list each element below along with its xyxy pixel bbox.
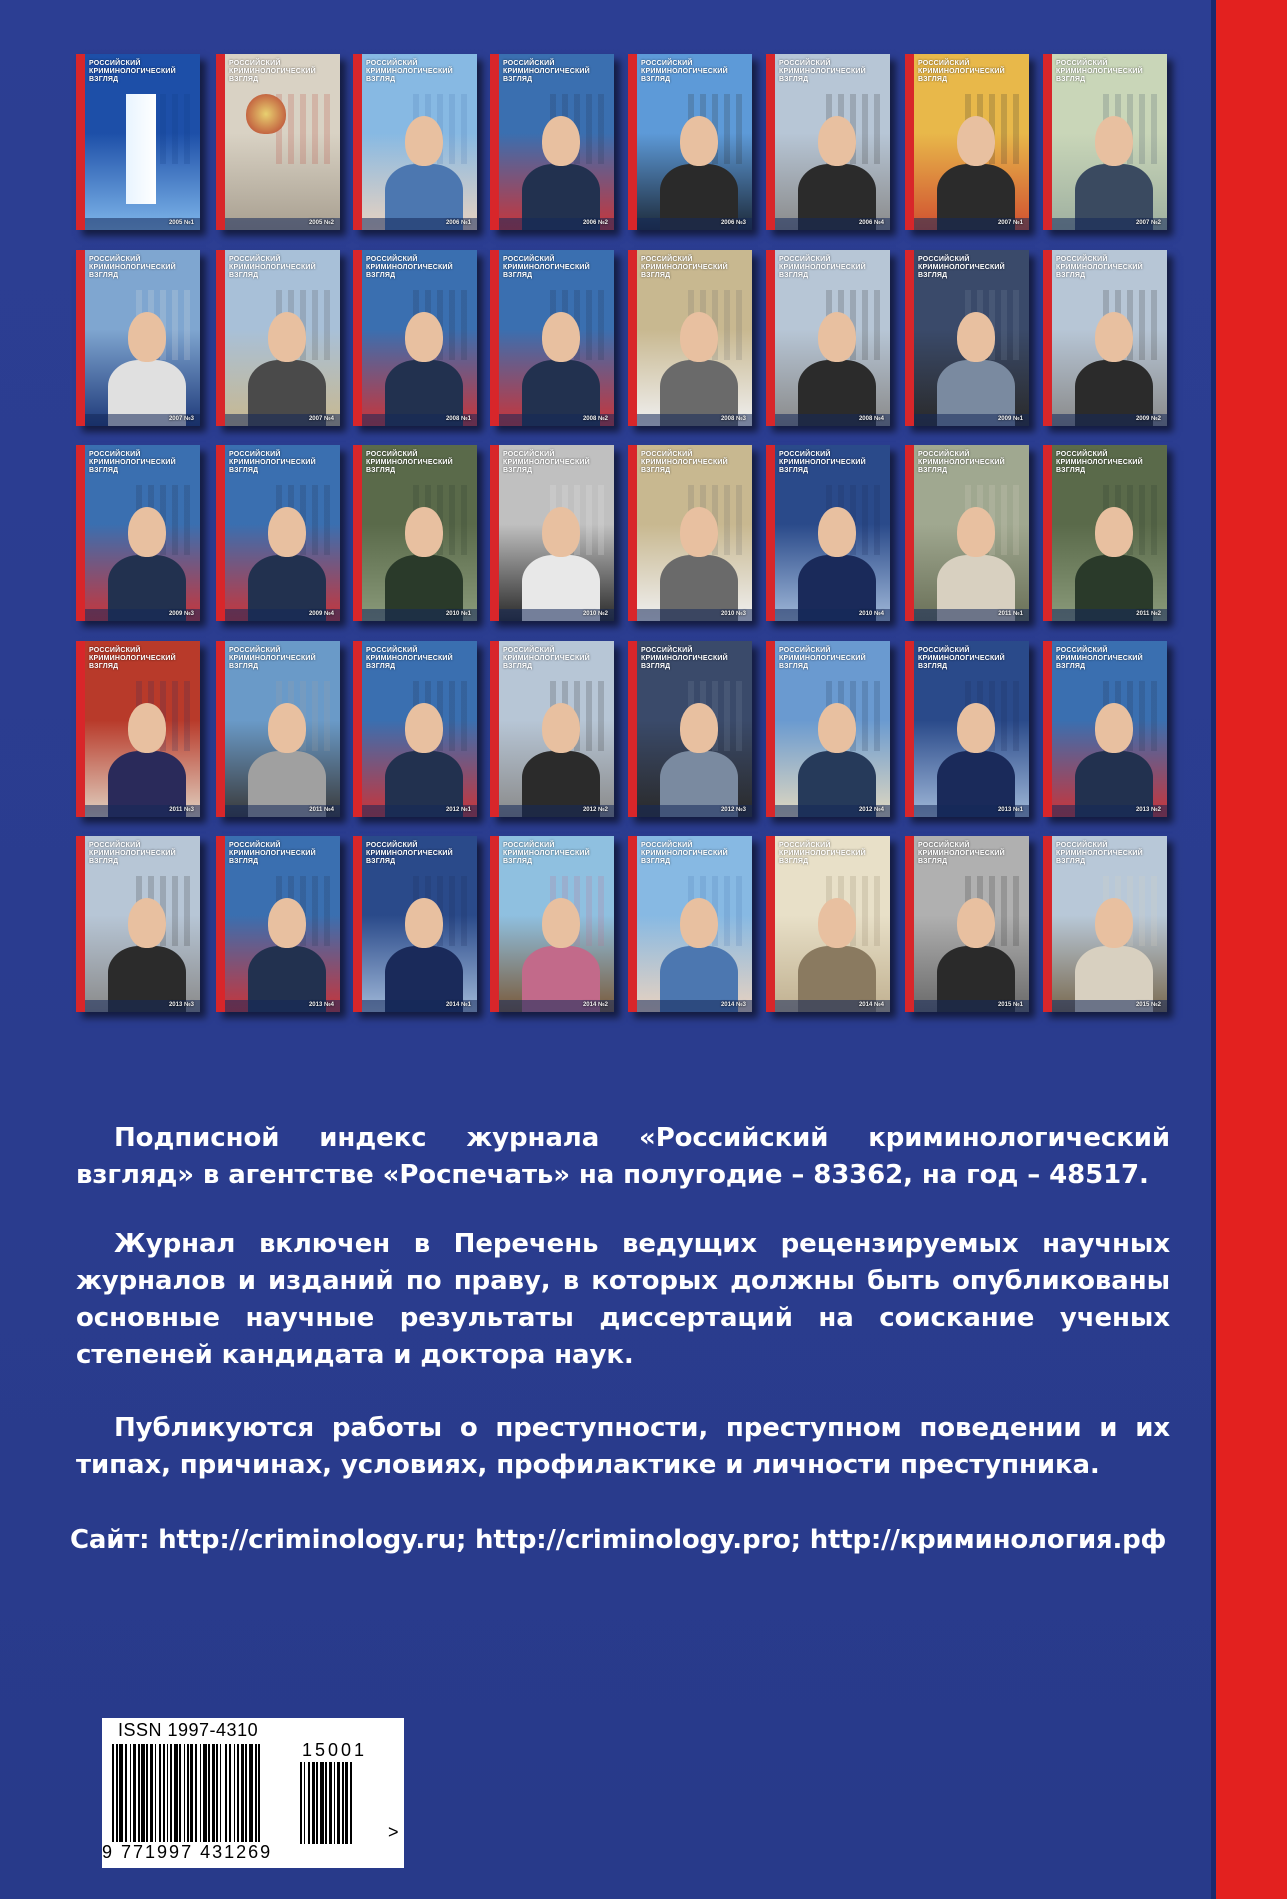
journal-cover [353,445,477,621]
journal-cover [905,836,1029,1012]
barcode-bar [190,1744,193,1842]
barcode-bar [255,1744,257,1842]
barcode-bar [234,1744,235,1842]
barcode-bar [308,1762,310,1844]
barcode-bar [146,1744,148,1842]
cover-issue: 2006 №3 [720,220,746,226]
cover-issue: 2014 №4 [858,1002,884,1008]
cover-issue: 2005 №2 [308,220,334,226]
cover-issue: 2012 №1 [445,807,471,813]
journal-cover [490,836,614,1012]
cover-title: РОССИЙСКИЙ КРИМИНОЛОГИЧЕСКИЙ ВЗГЛЯД [229,256,316,279]
cover-red-spine [1043,641,1052,817]
cover-red-spine [76,836,85,1012]
cover-title: РОССИЙСКИЙ КРИМИНОЛОГИЧЕСКИЙ ВЗГЛЯД [503,60,590,83]
cover-title: РОССИЙСКИЙ КРИМИНОЛОГИЧЕСКИЙ ВЗГЛЯД [229,451,316,474]
cover-red-spine [1043,250,1052,426]
portrait-face [1095,116,1133,166]
journal-cover [628,250,752,426]
cover-red-spine [76,641,85,817]
journal-cover [628,54,752,230]
barcode-bar [229,1744,231,1842]
cover-title: РОССИЙСКИЙ КРИМИНОЛОГИЧЕСКИЙ ВЗГЛЯД [366,842,453,865]
journal-cover [1043,641,1167,817]
journal-cover [353,641,477,817]
barcode-bar [187,1744,189,1842]
cover-issue: 2008 №2 [582,416,608,422]
cover-red-spine [766,54,775,230]
portrait-face [268,312,306,362]
portrait-face [542,312,580,362]
cover-issue: 2013 №4 [308,1002,334,1008]
barcode-arrow: > [388,1822,399,1842]
journal-cover [490,445,614,621]
journal-cover [1043,250,1167,426]
cover-title: РОССИЙСКИЙ КРИМИНОЛОГИЧЕСКИЙ ВЗГЛЯД [503,647,590,670]
cover-red-spine [766,445,775,621]
journal-cover [353,54,477,230]
portrait-face [268,507,306,557]
portrait-face [542,898,580,948]
cover-title: РОССИЙСКИЙ КРИМИНОЛОГИЧЕСКИЙ ВЗГЛЯД [779,60,866,83]
journal-cover [766,641,890,817]
cover-red-spine [353,250,362,426]
portrait-face [128,312,166,362]
cover-issue: 2011 №2 [1136,611,1161,617]
portrait-face [128,703,166,753]
barcode-bar [220,1744,221,1842]
portrait-face [957,116,995,166]
portrait-face [957,703,995,753]
barcode-bar [203,1744,207,1842]
cover-red-spine [353,641,362,817]
cover-title: РОССИЙСКИЙ КРИМИНОЛОГИЧЕСКИЙ ВЗГЛЯД [641,60,728,83]
portrait-face [957,898,995,948]
cover-red-spine [353,836,362,1012]
barcode-bar [329,1762,332,1844]
journal-cover [490,54,614,230]
cover-red-spine [76,445,85,621]
barcode-bar [325,1762,327,1844]
journal-cover [766,445,890,621]
cover-title: РОССИЙСКИЙ КРИМИНОЛОГИЧЕСКИЙ ВЗГЛЯД [366,647,453,670]
cover-red-spine [628,54,637,230]
cover-issue: 2010 №4 [858,611,884,617]
cover-title: РОССИЙСКИЙ КРИМИНОЛОГИЧЕСКИЙ ВЗГЛЯД [89,60,176,83]
cover-red-spine [1043,54,1052,230]
cover-issue: 2012 №4 [858,807,884,813]
portrait-face [957,312,995,362]
cover-red-spine [216,445,225,621]
barcode-bar [141,1744,145,1842]
cover-title: РОССИЙСКИЙ КРИМИНОЛОГИЧЕСКИЙ ВЗГЛЯД [1056,451,1143,474]
cover-issue: 2007 №2 [1135,220,1161,226]
cover-red-spine [766,250,775,426]
cover-title: РОССИЙСКИЙ КРИМИНОЛОГИЧЕСКИЙ ВЗГЛЯД [779,451,866,474]
cover-red-spine [490,54,499,230]
portrait-face [818,898,856,948]
cover-issue: 2008 №1 [445,416,471,422]
cover-red-spine [1043,445,1052,621]
portrait-face [1095,507,1133,557]
cover-issue: 2009 №3 [168,611,194,617]
journal-cover [766,54,890,230]
cover-title: РОССИЙСКИЙ КРИМИНОЛОГИЧЕСКИЙ ВЗГЛЯД [641,647,728,670]
barcode-bar [320,1762,324,1844]
portrait-face [405,312,443,362]
red-spine [1216,0,1287,1899]
subscription-paragraph: Подписной индекс журнала «Российский криминологический взгляд» в агентстве «Роспечать» на полугодие – 83362, на год – 48517. [76,1123,1170,1190]
cover-title: РОССИЙСКИЙ КРИМИНОЛОГИЧЕСКИЙ ВЗГЛЯД [89,647,176,670]
barcode-bar [337,1762,340,1844]
journal-cover [628,836,752,1012]
cover-red-spine [76,250,85,426]
cover-red-spine [216,250,225,426]
journal-cover [216,54,340,230]
cover-title: РОССИЙСКИЙ КРИМИНОЛОГИЧЕСКИЙ ВЗГЛЯД [918,60,1005,83]
journal-cover [628,445,752,621]
cover-issue: 2015 №2 [1135,1002,1161,1008]
barcode-bar [138,1744,140,1842]
cover-title: РОССИЙСКИЙ КРИМИНОЛОГИЧЕСКИЙ ВЗГЛЯД [366,451,453,474]
barcode-bar [237,1744,239,1842]
website-links: Сайт: http://criminology.ru; http://criminology.pro; http://криминология.рф [70,1525,1167,1555]
cover-red-spine [353,54,362,230]
cover-title: РОССИЙСКИЙ КРИМИНОЛОГИЧЕСКИЙ ВЗГЛЯД [503,256,590,279]
portrait-face [405,703,443,753]
portrait-face [1095,898,1133,948]
barcode-bar [163,1744,165,1842]
barcode-bar [119,1744,123,1842]
cover-title: РОССИЙСКИЙ КРИМИНОЛОГИЧЕСКИЙ ВЗГЛЯД [1056,60,1143,83]
cover-issue: 2009 №4 [308,611,334,617]
journal-cover [76,250,200,426]
cover-issue: 2014 №3 [720,1002,746,1008]
barcode-bar [112,1744,114,1842]
cover-red-spine [628,641,637,817]
cover-issue: 2007 №1 [997,220,1023,226]
journal-cover [905,641,1029,817]
cover-red-spine [905,54,914,230]
cover-issue: 2014 №2 [582,1002,608,1008]
journal-cover [76,836,200,1012]
portrait-face [680,507,718,557]
barcode-bar [316,1762,318,1844]
barcode-bar [208,1744,210,1842]
cover-red-spine [1043,836,1052,1012]
journal-cover [490,641,614,817]
cover-red-spine [490,445,499,621]
cover-title: РОССИЙСКИЙ КРИМИНОЛОГИЧЕСКИЙ ВЗГЛЯД [779,647,866,670]
journal-cover [905,250,1029,426]
journal-cover [766,250,890,426]
cover-title: РОССИЙСКИЙ КРИМИНОЛОГИЧЕСКИЙ ВЗГЛЯД [229,647,316,670]
cover-title: РОССИЙСКИЙ КРИМИНОЛОГИЧЕСКИЙ ВЗГЛЯД [1056,842,1143,865]
listing-paragraph: Журнал включен в Перечень ведущих рецензируемых научных журналов и изданий по праву, в которых должны быть опубликованы основные научные результаты диссертаций на соискание ученых степеней кандидата и доктора наук. [76,1229,1170,1370]
journal-cover [353,250,477,426]
barcode-bar [216,1744,218,1842]
cover-title: РОССИЙСКИЙ КРИМИНОЛОГИЧЕСКИЙ ВЗГЛЯД [503,451,590,474]
barcode-bar [258,1744,260,1842]
barcode-bar [133,1744,136,1842]
barcode-bar [245,1744,247,1842]
barcode-bar [125,1744,127,1842]
cover-title: РОССИЙСКИЙ КРИМИНОЛОГИЧЕСКИЙ ВЗГЛЯД [229,842,316,865]
cover-issue: 2008 №3 [720,416,746,422]
journal-cover [905,54,1029,230]
barcode-bar [300,1762,302,1844]
journal-cover [1043,445,1167,621]
barcode-bar [116,1744,118,1842]
barcode [102,1718,404,1868]
cover-red-spine [353,445,362,621]
open-door-image [126,94,156,204]
cover-issue: 2011 №1 [998,611,1023,617]
portrait-face [818,703,856,753]
portrait-face [405,898,443,948]
cover-issue: 2013 №3 [168,1002,194,1008]
cover-title: РОССИЙСКИЙ КРИМИНОЛОГИЧЕСКИЙ ВЗГЛЯД [918,256,1005,279]
journal-cover [1043,836,1167,1012]
cover-title: РОССИЙСКИЙ КРИМИНОЛОГИЧЕСКИЙ ВЗГЛЯД [89,256,176,279]
cover-red-spine [905,445,914,621]
cover-issue: 2012 №2 [582,807,608,813]
cover-issue: 2013 №1 [997,807,1023,813]
portrait-face [1095,703,1133,753]
cover-issue: 2014 №1 [445,1002,471,1008]
portrait-face [680,898,718,948]
portrait-face [128,898,166,948]
cover-red-spine [766,836,775,1012]
cover-red-spine [628,250,637,426]
portrait-face [268,703,306,753]
cover-issue: 2006 №4 [858,220,884,226]
cover-issue: 2010 №2 [582,611,608,617]
barcode-bar [130,1744,131,1842]
journal-cover [905,445,1029,621]
cover-title: РОССИЙСКИЙ КРИМИНОЛОГИЧЕСКИЙ ВЗГЛЯД [1056,256,1143,279]
cover-background-building [276,94,336,164]
barcode-bar [225,1744,227,1842]
cover-issue: 2010 №3 [720,611,746,617]
cover-red-spine [905,250,914,426]
cover-issue: 2011 №3 [169,807,194,813]
barcode-addon: 15001 [302,1740,368,1760]
cover-issue: 2011 №4 [309,807,334,813]
journal-cover [353,836,477,1012]
cover-title: РОССИЙСКИЙ КРИМИНОЛОГИЧЕСКИЙ ВЗГЛЯД [641,842,728,865]
barcode-bar [342,1762,344,1844]
barcode-bar [167,1744,168,1842]
barcode-bar [195,1744,197,1842]
barcode-bar [212,1744,215,1842]
cover-title: РОССИЙСКИЙ КРИМИНОЛОГИЧЕСКИЙ ВЗГЛЯД [229,60,316,83]
cover-red-spine [490,641,499,817]
cover-red-spine [628,836,637,1012]
portrait-face [818,312,856,362]
journal-cover [76,54,200,230]
barcode-bar [159,1744,161,1842]
cover-issue: 2007 №3 [168,416,194,422]
cover-red-spine [490,250,499,426]
journal-cover [76,641,200,817]
cover-title: РОССИЙСКИЙ КРИМИНОЛОГИЧЕСКИЙ ВЗГЛЯД [89,451,176,474]
cover-red-spine [490,836,499,1012]
barcode-bar [312,1762,315,1844]
barcode-bar [304,1762,305,1844]
cover-issue: 2008 №4 [858,416,884,422]
cover-title: РОССИЙСКИЙ КРИМИНОЛОГИЧЕСКИЙ ВЗГЛЯД [918,451,1005,474]
portrait-face [542,703,580,753]
portrait-face [680,116,718,166]
barcode-addon-bars [300,1762,386,1844]
barcode-bar [179,1744,181,1842]
cover-title: РОССИЙСКИЙ КРИМИНОЛОГИЧЕСКИЙ ВЗГЛЯД [1056,647,1143,670]
cover-issue: 2012 №3 [720,807,746,813]
journal-cover [628,641,752,817]
cover-title: РОССИЙСКИЙ КРИМИНОЛОГИЧЕСКИЙ ВЗГЛЯД [503,842,590,865]
journal-cover [490,250,614,426]
journal-cover [766,836,890,1012]
journal-cover [216,445,340,621]
journal-cover [1043,54,1167,230]
cover-title: РОССИЙСКИЙ КРИМИНОЛОГИЧЕСКИЙ ВЗГЛЯД [641,451,728,474]
cover-issue: 2009 №2 [1135,416,1161,422]
portrait-face [542,507,580,557]
cover-issue: 2015 №1 [997,1002,1023,1008]
barcode-bar [345,1762,348,1844]
barcode-bar [200,1744,201,1842]
portrait-face [680,703,718,753]
barcode-bar [249,1744,253,1842]
cover-red-spine [766,641,775,817]
journal-cover [216,250,340,426]
journal-cover [216,836,340,1012]
barcode-bar [150,1744,153,1842]
barcode-bar [334,1762,335,1844]
cover-red-spine [216,641,225,817]
cover-issue: 2005 №1 [168,220,194,226]
barcode-bar [170,1744,172,1842]
portrait-face [1095,312,1133,362]
barcode-bars [112,1744,298,1842]
cover-red-spine [216,836,225,1012]
topics-paragraph: Публикуются работы о преступности, преступном поведении и их типах, причинах, условиях, профилактике и личности преступника. [76,1413,1170,1480]
barcode-bar [350,1762,352,1844]
portrait-face [680,312,718,362]
cover-issue: 2010 №1 [445,611,471,617]
cover-red-spine [905,836,914,1012]
cover-title: РОССИЙСКИЙ КРИМИНОЛОГИЧЕСКИЙ ВЗГЛЯД [918,842,1005,865]
cover-title: РОССИЙСКИЙ КРИМИНОЛОГИЧЕСКИЙ ВЗГЛЯД [366,256,453,279]
cover-issue: 2006 №1 [445,220,471,226]
cover-issue: 2009 №1 [997,416,1023,422]
portrait-face [957,507,995,557]
portrait-face [818,507,856,557]
portrait-face [542,116,580,166]
order-medal-image [246,94,286,134]
barcode-bar [241,1744,244,1842]
cover-title: РОССИЙСКИЙ КРИМИНОЛОГИЧЕСКИЙ ВЗГЛЯД [366,60,453,83]
cover-title: РОССИЙСКИЙ КРИМИНОЛОГИЧЕСКИЙ ВЗГЛЯД [779,842,866,865]
cover-red-spine [905,641,914,817]
portrait-face [405,507,443,557]
journal-cover [216,641,340,817]
cover-issue: 2013 №2 [1135,807,1161,813]
portrait-face [405,116,443,166]
cover-title: РОССИЙСКИЙ КРИМИНОЛОГИЧЕСКИЙ ВЗГЛЯД [641,256,728,279]
cover-red-spine [216,54,225,230]
cover-title: РОССИЙСКИЙ КРИМИНОЛОГИЧЕСКИЙ ВЗГЛЯД [918,647,1005,670]
cover-red-spine [76,54,85,230]
cover-red-spine [628,445,637,621]
issn-label: ISSN 1997-4310 [118,1720,259,1740]
journal-cover [76,445,200,621]
barcode-number: 9 771997 431269 [102,1842,273,1862]
barcode-bar [184,1744,185,1842]
cover-issue: 2007 №4 [308,416,334,422]
cover-title: РОССИЙСКИЙ КРИМИНОЛОГИЧЕСКИЙ ВЗГЛЯД [779,256,866,279]
barcode-bar [174,1744,178,1842]
cover-issue: 2006 №2 [582,220,608,226]
barcode-bar [155,1744,156,1842]
portrait-face [128,507,166,557]
cover-title: РОССИЙСКИЙ КРИМИНОЛОГИЧЕСКИЙ ВЗГЛЯД [89,842,176,865]
portrait-face [818,116,856,166]
portrait-face [268,898,306,948]
